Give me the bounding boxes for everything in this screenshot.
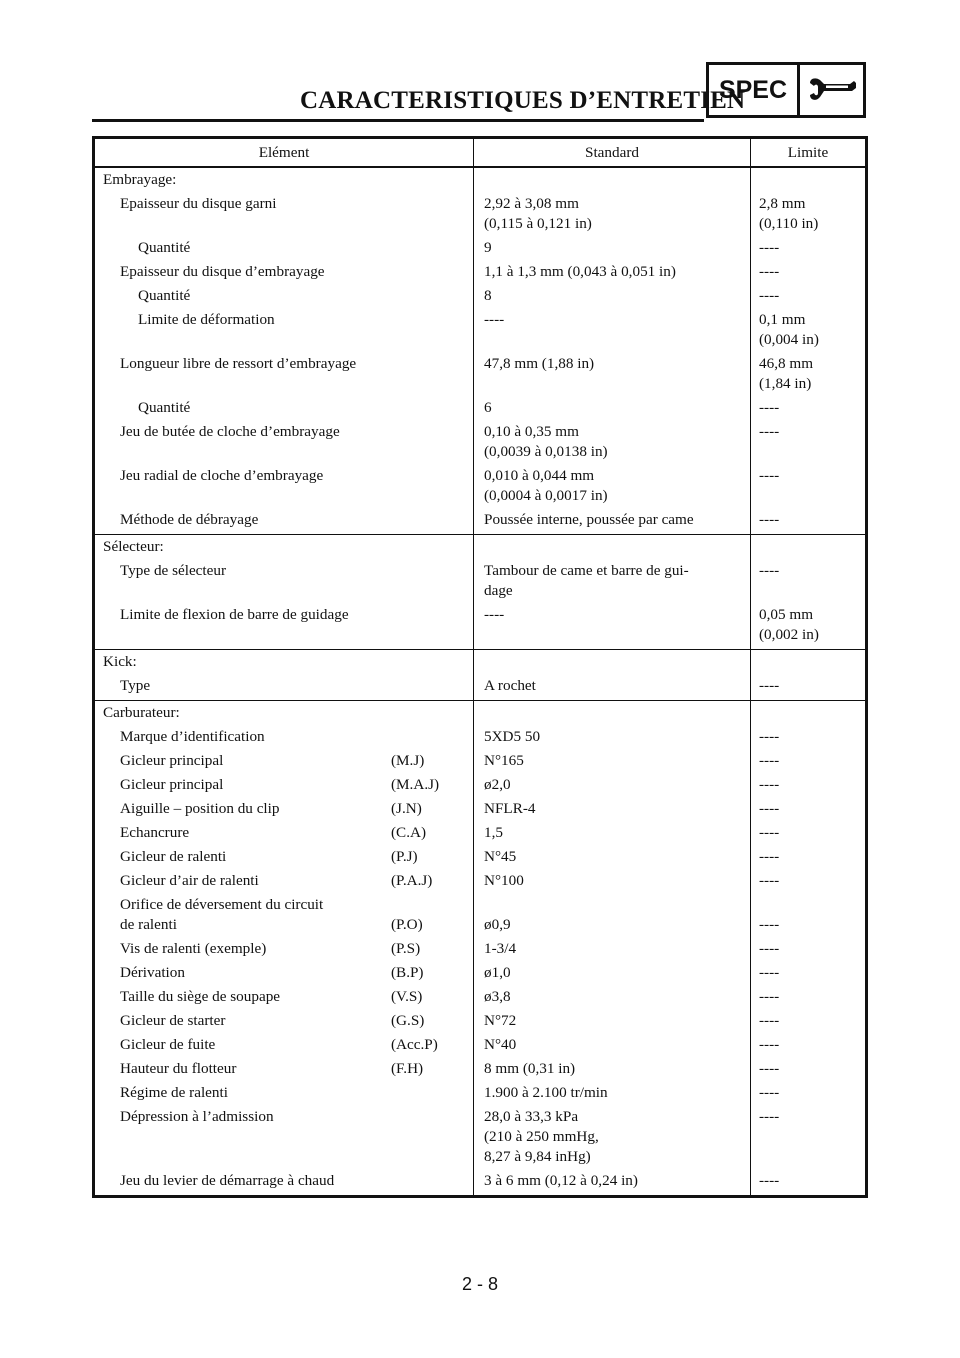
standard-cell <box>474 1033 751 1057</box>
element-code: (C.A) <box>391 824 427 841</box>
element-cell <box>94 749 474 773</box>
element-code: (P.O) <box>391 916 423 933</box>
element-code: (B.P) <box>391 964 424 981</box>
standard-cell <box>474 603 751 650</box>
element-code: (P.A.J) <box>391 872 433 889</box>
limit-cell-text: ---- <box>759 263 780 280</box>
standard-cell <box>474 508 751 535</box>
standard-cell <box>474 352 751 396</box>
standard-cell-text: N°45 <box>484 848 517 865</box>
element-code: (G.S) <box>391 1012 425 1029</box>
table-row <box>94 1057 867 1081</box>
standard-cell-text: N°40 <box>484 1036 517 1053</box>
standard-cell-text: 9 <box>484 239 492 256</box>
limit-cell-text: ---- <box>759 940 780 957</box>
element-code: (F.H) <box>391 1060 424 1077</box>
standard-cell <box>474 961 751 985</box>
element-cell <box>94 559 474 603</box>
standard-cell <box>474 869 751 893</box>
element-cell <box>94 464 474 508</box>
element-label: Echancrure <box>120 824 190 841</box>
element-label: Limite de déformation <box>138 311 275 328</box>
limit-cell <box>751 725 867 749</box>
empty-cell <box>751 701 867 726</box>
element-label: Taille du siège de soupape <box>120 988 281 1005</box>
element-cell <box>94 674 474 701</box>
standard-cell-text: ---- <box>484 606 505 623</box>
element-code: (M.A.J) <box>391 776 440 793</box>
standard-cell <box>474 985 751 1009</box>
limit-cell <box>751 869 867 893</box>
standard-cell-text: ---- <box>484 311 505 328</box>
element-label: Quantité <box>138 287 191 304</box>
limit-cell <box>751 821 867 845</box>
limit-cell-text: ---- <box>759 562 780 579</box>
element-label: Gicleur de fuite <box>120 1036 216 1053</box>
table-row <box>94 508 867 535</box>
limit-cell <box>751 773 867 797</box>
element-label: Gicleur de ralenti <box>120 848 227 865</box>
section-heading-text: Sélecteur: <box>103 538 164 555</box>
column-header-standard: Standard <box>474 138 751 168</box>
element-label: Limite de flexion de barre de guidage <box>120 606 349 623</box>
element-label: Vis de ralenti (exemple) <box>120 940 267 957</box>
standard-cell <box>474 821 751 845</box>
standard-cell <box>474 559 751 603</box>
table-row <box>94 559 867 603</box>
table-row <box>94 749 867 773</box>
limit-cell <box>751 396 867 420</box>
table-row <box>94 773 867 797</box>
element-code <box>391 1171 473 1191</box>
element-label: Dépression à l’admission <box>120 1108 274 1125</box>
table-body <box>94 167 867 1197</box>
element-cell <box>94 797 474 821</box>
table-row <box>94 1081 867 1105</box>
element-label: Gicleur principal <box>120 776 224 793</box>
standard-cell <box>474 236 751 260</box>
element-label: Orifice de déversement du circuit de ralenti <box>120 896 324 933</box>
element-cell <box>94 985 474 1009</box>
standard-cell <box>474 725 751 749</box>
page-title: CARACTERISTIQUES D’ENTRETIEN <box>300 87 746 114</box>
element-cell <box>94 1081 474 1105</box>
section-heading-row <box>94 701 867 726</box>
table-row <box>94 725 867 749</box>
standard-cell <box>474 284 751 308</box>
limit-cell-text: ---- <box>759 423 780 440</box>
element-label: Jeu radial de cloche d’embrayage <box>120 467 324 484</box>
empty-cell <box>474 650 751 675</box>
page-number: 2 - 8 <box>461 1274 499 1294</box>
limit-cell <box>751 284 867 308</box>
limit-cell-text: ---- <box>759 239 780 256</box>
limit-cell-text: ---- <box>759 872 780 889</box>
table-row <box>94 1033 867 1057</box>
element-code: (J.N) <box>391 800 422 817</box>
limit-cell <box>751 508 867 535</box>
element-cell <box>94 420 474 464</box>
element-code: (V.S) <box>391 988 423 1005</box>
element-code: (P.J) <box>391 848 418 865</box>
standard-cell-text: 1.900 à 2.100 tr/min <box>484 1084 608 1101</box>
element-label: Marque d’identification <box>120 728 265 745</box>
element-label: Quantité <box>138 239 191 256</box>
element-cell <box>94 937 474 961</box>
limit-cell-text: ---- <box>759 988 780 1005</box>
standard-cell <box>474 1081 751 1105</box>
standard-cell-text: 47,8 mm (1,88 in) <box>484 355 595 372</box>
standard-cell <box>474 1057 751 1081</box>
table-row <box>94 420 867 464</box>
section-heading <box>94 701 474 726</box>
limit-cell-text: ---- <box>759 824 780 841</box>
standard-cell-text: N°165 <box>484 752 524 769</box>
limit-cell-text: ---- <box>759 677 780 694</box>
standard-cell <box>474 420 751 464</box>
limit-cell-text: ---- <box>759 728 780 745</box>
element-label: Epaisseur du disque d’embrayage <box>120 263 325 280</box>
element-code: (Acc.P) <box>391 1036 438 1053</box>
element-cell <box>94 192 474 236</box>
table-row <box>94 937 867 961</box>
limit-cell-text: ---- <box>759 1172 780 1189</box>
standard-cell-text: 5XD5 50 <box>484 728 541 745</box>
standard-cell <box>474 773 751 797</box>
limit-cell <box>751 1009 867 1033</box>
standard-cell <box>474 749 751 773</box>
element-label: Gicleur d’air de ralenti <box>120 872 259 889</box>
standard-cell-text: Tambour de came et barre de gui- dage <box>484 562 689 599</box>
limit-cell-text: 2,8 mm (0,110 in) <box>759 195 819 232</box>
table-row <box>94 464 867 508</box>
element-cell <box>94 1033 474 1057</box>
empty-cell <box>474 535 751 560</box>
element-cell <box>94 893 474 937</box>
standard-cell <box>474 308 751 352</box>
table-row <box>94 985 867 1009</box>
limit-cell-text: 0,05 mm (0,002 in) <box>759 606 819 643</box>
element-cell <box>94 1105 474 1169</box>
element-label: Hauteur du flotteur <box>120 1060 237 1077</box>
table-row <box>94 284 867 308</box>
section-heading <box>94 167 474 192</box>
table-row <box>94 1009 867 1033</box>
standard-cell-text: 6 <box>484 399 492 416</box>
element-label: Longueur libre de ressort d’embrayage <box>120 355 357 372</box>
element-label: Jeu du levier de démarrage à chaud <box>120 1172 335 1189</box>
element-label: Régime de ralenti <box>120 1084 228 1101</box>
element-label: Type de sélecteur <box>120 562 227 579</box>
limit-cell <box>751 192 867 236</box>
limit-cell <box>751 674 867 701</box>
limit-cell <box>751 797 867 821</box>
limit-cell-text: ---- <box>759 776 780 793</box>
limit-cell-text: ---- <box>759 800 780 817</box>
element-cell <box>94 308 474 352</box>
standard-cell <box>474 674 751 701</box>
standard-cell-text: 0,10 à 0,35 mm (0,0039 à 0,0138 in) <box>484 423 608 460</box>
limit-cell-text: ---- <box>759 1108 780 1125</box>
table-header-row <box>94 138 867 168</box>
limit-cell-text: ---- <box>759 1084 780 1101</box>
standard-cell <box>474 1169 751 1197</box>
standard-cell-text: N°72 <box>484 1012 517 1029</box>
limit-cell-text: ---- <box>759 752 780 769</box>
element-label: Dérivation <box>120 964 185 981</box>
element-label: Quantité <box>138 399 191 416</box>
limit-cell <box>751 845 867 869</box>
limit-cell-text: ---- <box>759 848 780 865</box>
limit-cell <box>751 1081 867 1105</box>
standard-cell-text: 28,0 à 33,3 kPa (210 à 250 mmHg, 8,27 à 9,84 inHg) <box>484 1108 599 1165</box>
specifications-table <box>92 136 868 1198</box>
limit-cell <box>751 937 867 961</box>
table-row <box>94 797 867 821</box>
element-code <box>391 1107 473 1127</box>
element-cell <box>94 961 474 985</box>
table-row <box>94 236 867 260</box>
table-row <box>94 1169 867 1197</box>
element-code: (P.S) <box>391 940 421 957</box>
table-row <box>94 674 867 701</box>
standard-cell-text: 8 mm (0,31 in) <box>484 1060 576 1077</box>
table-row <box>94 308 867 352</box>
section-heading <box>94 535 474 560</box>
limit-cell-text: ---- <box>759 511 780 528</box>
limit-cell-text: ---- <box>759 964 780 981</box>
element-label: Méthode de débrayage <box>120 511 259 528</box>
standard-cell-text: 3 à 6 mm (0,12 à 0,24 in) <box>484 1172 638 1189</box>
table-row <box>94 961 867 985</box>
standard-cell-text: 0,010 à 0,044 mm (0,0004 à 0,0017 in) <box>484 467 608 504</box>
empty-cell <box>751 167 867 192</box>
limit-cell <box>751 603 867 650</box>
element-label: Gicleur de starter <box>120 1012 226 1029</box>
element-cell <box>94 508 474 535</box>
element-cell <box>94 236 474 260</box>
spec-badge-label: SPEC <box>709 65 800 115</box>
element-cell <box>94 260 474 284</box>
standard-cell-text: 2,92 à 3,08 mm (0,115 à 0,121 in) <box>484 195 592 232</box>
limit-cell <box>751 352 867 396</box>
empty-cell <box>474 167 751 192</box>
standard-cell-text: ø2,0 <box>484 776 511 793</box>
element-cell <box>94 1009 474 1033</box>
limit-cell <box>751 1169 867 1197</box>
limit-cell-text: ---- <box>759 287 780 304</box>
limit-cell-text: ---- <box>759 467 780 484</box>
element-cell <box>94 1057 474 1081</box>
column-header-element: Elément <box>94 138 474 168</box>
standard-cell-text: 1,1 à 1,3 mm (0,043 à 0,051 in) <box>484 263 676 280</box>
wrench-icon <box>800 65 863 115</box>
table-row <box>94 821 867 845</box>
standard-cell-text: N°100 <box>484 872 524 889</box>
table-row <box>94 260 867 284</box>
table-row <box>94 192 867 236</box>
limit-cell-text: ---- <box>759 1012 780 1029</box>
table-row <box>94 1105 867 1169</box>
table-row <box>94 893 867 937</box>
limit-cell-text: ---- <box>759 1060 780 1077</box>
section-heading-row <box>94 167 867 192</box>
standard-cell-text: A rochet <box>484 677 536 694</box>
section-heading-text: Embrayage: <box>103 171 177 188</box>
standard-cell <box>474 1105 751 1169</box>
standard-cell <box>474 937 751 961</box>
empty-cell <box>751 650 867 675</box>
element-cell <box>94 396 474 420</box>
empty-cell <box>474 701 751 726</box>
section-heading <box>94 650 474 675</box>
limit-cell <box>751 985 867 1009</box>
limit-cell <box>751 308 867 352</box>
standard-cell <box>474 464 751 508</box>
table-row <box>94 396 867 420</box>
standard-cell <box>474 260 751 284</box>
section-heading-row <box>94 535 867 560</box>
element-code <box>391 1083 473 1103</box>
standard-cell-text: 8 <box>484 287 492 304</box>
element-label: Epaisseur du disque garni <box>120 195 277 212</box>
element-cell <box>94 352 474 396</box>
element-label: Gicleur principal <box>120 752 224 769</box>
limit-cell <box>751 236 867 260</box>
element-label: Type <box>120 677 151 694</box>
standard-cell <box>474 797 751 821</box>
element-cell <box>94 1169 474 1197</box>
standard-cell-text: Poussée interne, poussée par came <box>484 511 694 528</box>
limit-cell <box>751 893 867 937</box>
element-cell <box>94 284 474 308</box>
element-cell <box>94 845 474 869</box>
section-heading-row <box>94 650 867 675</box>
limit-cell <box>751 1105 867 1169</box>
element-cell <box>94 773 474 797</box>
table-row <box>94 845 867 869</box>
title-underline <box>92 119 704 122</box>
limit-cell <box>751 464 867 508</box>
standard-cell-text: 1,5 <box>484 824 503 841</box>
table-row <box>94 603 867 650</box>
limit-cell <box>751 961 867 985</box>
standard-cell <box>474 893 751 937</box>
table-row <box>94 869 867 893</box>
element-label: Jeu de butée de cloche d’embrayage <box>120 423 340 440</box>
element-cell <box>94 821 474 845</box>
standard-cell <box>474 1009 751 1033</box>
limit-cell-text: 46,8 mm (1,84 in) <box>759 355 814 392</box>
standard-cell <box>474 192 751 236</box>
standard-cell-text: ø1,0 <box>484 964 511 981</box>
standard-cell-text: ø3,8 <box>484 988 511 1005</box>
limit-cell-text: ---- <box>759 916 780 933</box>
limit-cell <box>751 749 867 773</box>
spec-badge <box>706 62 866 118</box>
element-cell <box>94 725 474 749</box>
element-code <box>391 727 473 747</box>
element-cell <box>94 603 474 650</box>
limit-cell-text: 0,1 mm (0,004 in) <box>759 311 819 348</box>
standard-cell <box>474 396 751 420</box>
limit-cell-text: ---- <box>759 1036 780 1053</box>
standard-cell-text: 1-3/4 <box>484 940 517 957</box>
limit-cell <box>751 559 867 603</box>
column-header-limit: Limite <box>751 138 867 168</box>
standard-cell-text: NFLR-4 <box>484 800 536 817</box>
element-code: (M.J) <box>391 752 425 769</box>
limit-cell <box>751 260 867 284</box>
limit-cell-text: ---- <box>759 399 780 416</box>
limit-cell <box>751 420 867 464</box>
element-label: Aiguille – position du clip <box>120 800 280 817</box>
element-cell <box>94 869 474 893</box>
limit-cell <box>751 1057 867 1081</box>
table-row <box>94 352 867 396</box>
section-heading-text: Kick: <box>103 653 137 670</box>
section-heading-text: Carburateur: <box>103 704 180 721</box>
standard-cell-text: ø0,9 <box>484 916 511 933</box>
empty-cell <box>751 535 867 560</box>
standard-cell <box>474 845 751 869</box>
limit-cell <box>751 1033 867 1057</box>
